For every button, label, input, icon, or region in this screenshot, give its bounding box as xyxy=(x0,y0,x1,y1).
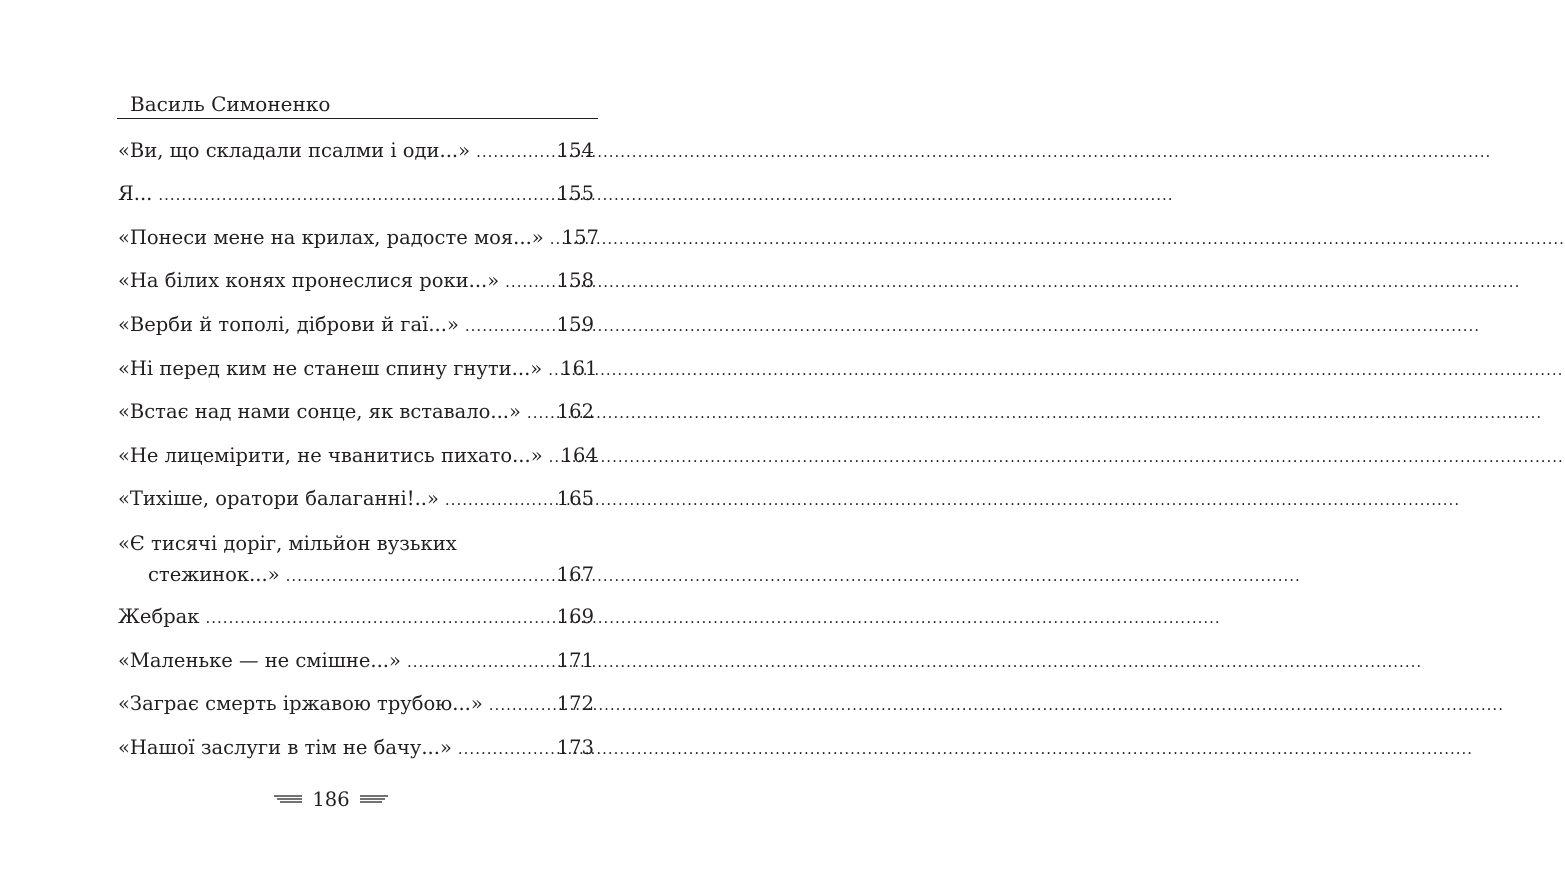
toc-leader-dots xyxy=(458,736,555,762)
toc-leader-dots xyxy=(550,226,560,252)
toc-entry xyxy=(118,312,594,338)
toc-entry-page: 159 xyxy=(556,313,594,336)
toc-entry xyxy=(118,356,598,382)
toc-leader-dots xyxy=(286,563,555,589)
toc-leader-dots xyxy=(206,605,555,631)
toc-entry xyxy=(118,399,594,425)
toc-entry-title: «Ні перед ким не станеш спину гнути...» xyxy=(118,357,543,380)
toc-entry-page: 155 xyxy=(556,182,594,205)
toc-entry-first-line xyxy=(118,531,594,557)
toc-entry-page: 173 xyxy=(556,736,594,759)
toc-leader-dots xyxy=(465,313,555,339)
toc-leader-dots xyxy=(489,692,555,718)
toc-entry xyxy=(118,604,594,630)
toc-entry-title: «Маленьке — не смішне...» xyxy=(118,649,401,672)
toc-entry xyxy=(118,443,598,469)
toc-entry xyxy=(118,225,599,251)
toc-entry-title: «Не лицемірити, не чванитись пихато...» xyxy=(118,444,543,467)
page-number: 186 xyxy=(312,787,350,811)
toc-entry-page: 171 xyxy=(556,649,594,672)
toc-entry-title: «Тихіше, оратори балаганні!..» xyxy=(118,487,439,510)
page-footer xyxy=(0,786,662,812)
toc-entry xyxy=(118,648,594,674)
toc-entry xyxy=(118,691,594,717)
toc-entry-page: 161 xyxy=(560,357,598,380)
toc-leader-dots xyxy=(527,400,555,426)
right-ornament-icon xyxy=(360,794,388,804)
toc-entry-page: 157 xyxy=(561,226,599,249)
toc-leader-dots xyxy=(158,182,554,208)
toc-entry-title: «На білих конях пронеслися роки...» xyxy=(118,269,500,292)
toc-entry-page: 162 xyxy=(556,400,594,423)
toc-entry-title: «Заграє смерть іржавою трубою...» xyxy=(118,692,483,715)
toc-entry-title: «Є тисячі доріг, мільйон вузьких xyxy=(118,532,457,555)
running-head: Василь Симоненко xyxy=(130,92,331,116)
toc-entry-title: «Понеси мене на крилах, радосте моя...» xyxy=(118,226,544,249)
toc-leader-dots xyxy=(549,444,559,470)
toc-entry-title: «Ви, що складали псалми і оди...» xyxy=(118,139,471,162)
toc-entry-title: «Верби й тополі, діброви й гаї...» xyxy=(118,313,459,336)
toc-entry-title: «Нашої заслуги в тім не бачу...» xyxy=(118,736,452,759)
toc-entry-page: 165 xyxy=(556,487,594,510)
toc-leader-dots xyxy=(548,357,558,383)
toc-leader-dots xyxy=(476,139,555,165)
toc-entry-page: 169 xyxy=(556,605,594,628)
running-head-rule xyxy=(117,118,598,119)
left-ornament-icon xyxy=(274,794,302,804)
toc-entry-title: «Встає над нами сонце, як вставало...» xyxy=(118,400,521,423)
toc-entry xyxy=(118,268,594,294)
toc-entry xyxy=(148,562,594,588)
toc-entry xyxy=(118,735,594,761)
toc-entry-page: 154 xyxy=(556,139,594,162)
toc-entry-page: 158 xyxy=(556,269,594,292)
toc-entry-page: 164 xyxy=(560,444,598,467)
toc-entry xyxy=(118,138,594,164)
toc-leader-dots xyxy=(407,649,555,675)
toc-entry xyxy=(118,486,594,512)
toc-leader-dots xyxy=(445,487,555,513)
toc-entry-title-continued: стежинок...» xyxy=(148,563,280,586)
toc-entry-page: 167 xyxy=(556,563,594,586)
toc-entry-title: Я... xyxy=(118,182,153,205)
toc-entry-page: 172 xyxy=(556,692,594,715)
toc-leader-dots xyxy=(505,269,555,295)
toc-entry xyxy=(118,181,594,207)
toc-entry-title: Жебрак xyxy=(118,605,200,628)
